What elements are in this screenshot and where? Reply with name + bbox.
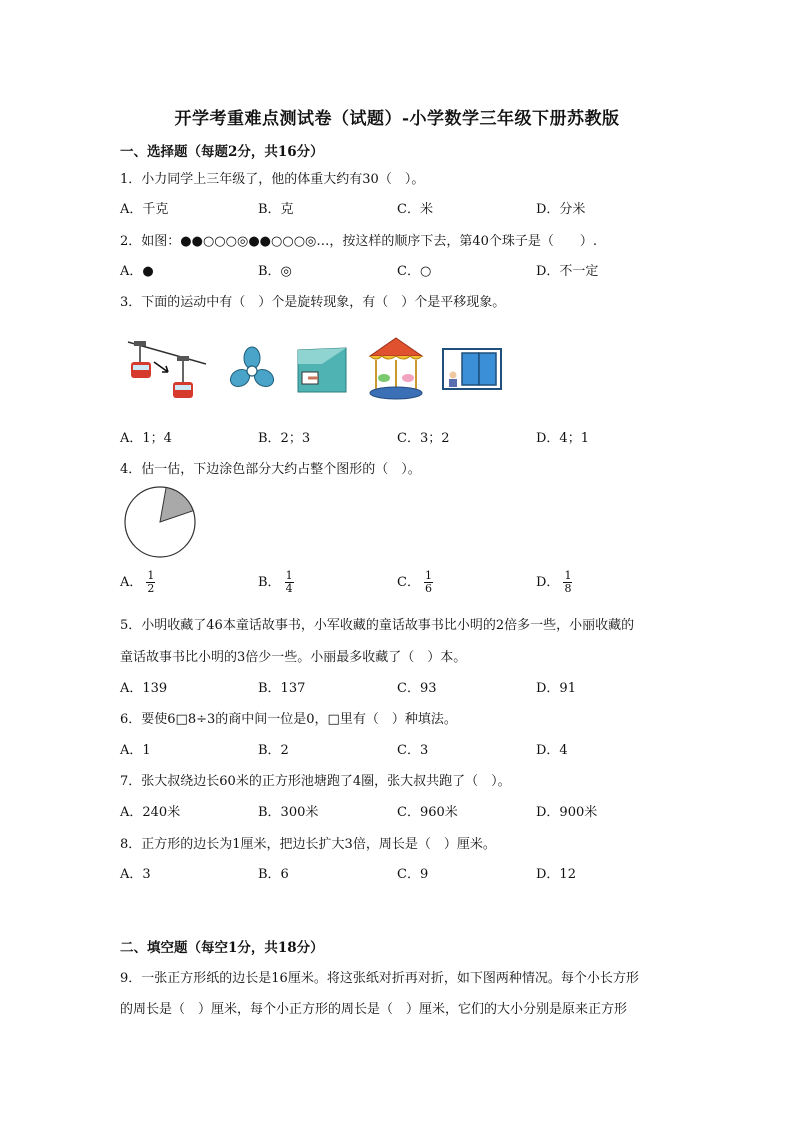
q3-option-d[interactable]: D．4；1 — [536, 431, 589, 446]
fraction — [424, 570, 433, 595]
question-6: 6．要使6□8÷3的商中间一位是0，□里有（ ）种填法。 — [120, 712, 457, 727]
question-2: 2．如图：●●○○○◎●●○○○◎…，按这样的顺序下去，第40个珠子是（ ）. — [120, 234, 598, 249]
q8-option-a[interactable]: A．3 — [120, 867, 151, 882]
pie-figure — [122, 484, 198, 560]
numerator: 1 — [147, 569, 155, 582]
q6-option-c[interactable]: C．3 — [397, 743, 429, 758]
q8-option-d[interactable]: D．12 — [536, 867, 576, 882]
q4-option-a-label: A． — [120, 575, 143, 590]
q4-option-d[interactable] — [536, 570, 572, 595]
denominator: 2 — [147, 582, 155, 595]
q5-option-d[interactable]: D．91 — [536, 681, 576, 696]
question-1: 1．小力同学上三年级了，他的体重大约有30（ ）。 — [120, 172, 425, 187]
q6-option-b[interactable]: B．2 — [258, 743, 289, 758]
numerator: 1 — [424, 569, 432, 582]
q4-option-b[interactable] — [258, 570, 294, 595]
denominator: 4 — [285, 582, 293, 595]
question-5-line-2: 童话故事书比小明的3倍少一些。小丽最多收藏了（ ）本。 — [120, 650, 467, 665]
q4-option-a[interactable] — [120, 570, 155, 595]
q4-option-c[interactable] — [397, 570, 433, 595]
page-title: 开学考重难点测试卷（试题）-小学数学三年级下册苏教版 — [174, 109, 620, 129]
question-8: 8．正方形的边长为1厘米，把边长扩大3倍，周长是（ ）厘米。 — [120, 837, 496, 852]
q7-option-a[interactable]: A．240米 — [120, 805, 181, 820]
question-3: 3．下面的运动中有（ ）个是旋转现象，有（ ）个是平移现象。 — [120, 295, 506, 310]
q1-option-d[interactable]: D．分米 — [536, 202, 586, 217]
q7-option-b[interactable]: B．300米 — [258, 805, 319, 820]
q2-option-a[interactable]: A．● — [120, 264, 154, 279]
q8-option-c[interactable]: C．9 — [397, 867, 429, 882]
q7-option-d[interactable]: D．900米 — [536, 805, 598, 820]
q5-option-b[interactable]: B．137 — [258, 681, 306, 696]
arrow-icon — [154, 362, 168, 372]
q4-option-d-label: D． — [536, 575, 560, 590]
carousel-image — [368, 336, 424, 402]
fan-image — [228, 346, 276, 394]
fraction — [146, 570, 155, 595]
numerator: 1 — [564, 569, 572, 582]
section-heading-choice: 一、选择题（每题2分，共16分） — [120, 144, 324, 160]
question-9-line-1: 9．一张正方形纸的边长是16厘米。将这张纸对折再对折，如下图两种情况。每个小长方形 — [120, 971, 639, 986]
numerator: 1 — [285, 569, 293, 582]
q5-option-a[interactable]: A．139 — [120, 681, 168, 696]
q4-option-b-label: B． — [258, 575, 281, 590]
denominator: 8 — [564, 582, 572, 595]
q1-option-a[interactable]: A．千克 — [120, 202, 169, 217]
question-5-line-1: 5．小明收藏了46本童话故事书，小军收藏的童话故事书比小明的2倍多一些，小丽收藏的 — [120, 618, 635, 633]
fraction — [285, 570, 294, 595]
q1-option-c[interactable]: C．米 — [397, 202, 433, 217]
q2-option-d[interactable]: D．不一定 — [536, 264, 599, 279]
section-heading-fill: 二、填空题（每空1分，共18分） — [120, 940, 324, 956]
q2-option-b[interactable]: B．◎ — [258, 264, 292, 279]
question-7: 7．张大叔绕边长60米的正方形池塘跑了4圈，张大叔共跑了（ ）。 — [120, 774, 511, 789]
drawer-image — [296, 346, 348, 394]
q6-option-d[interactable]: D．4 — [536, 743, 568, 758]
q7-option-c[interactable]: C．960米 — [397, 805, 458, 820]
q6-option-a[interactable]: A．1 — [120, 743, 151, 758]
q1-option-b[interactable]: B．克 — [258, 202, 294, 217]
q5-option-c[interactable]: C．93 — [397, 681, 437, 696]
cable-car-image — [126, 338, 208, 402]
denominator: 6 — [424, 582, 432, 595]
question-9-line-2: 的周长是（ ）厘米，每个小正方形的周长是（ ）厘米，它们的大小分别是原来正方形 — [120, 1002, 628, 1017]
question-4: 4．估一估，下边涂色部分大约占整个图形的（ ）。 — [120, 462, 421, 477]
q3-option-c[interactable]: C．3；2 — [397, 431, 450, 446]
q8-option-b[interactable]: B．6 — [258, 867, 289, 882]
q2-option-c[interactable]: C．○ — [397, 264, 432, 279]
window-image — [442, 348, 502, 390]
fraction — [563, 570, 572, 595]
q3-option-a[interactable]: A．1；4 — [120, 431, 172, 446]
q4-option-c-label: C． — [397, 575, 420, 590]
q3-option-b[interactable]: B．2；3 — [258, 431, 311, 446]
